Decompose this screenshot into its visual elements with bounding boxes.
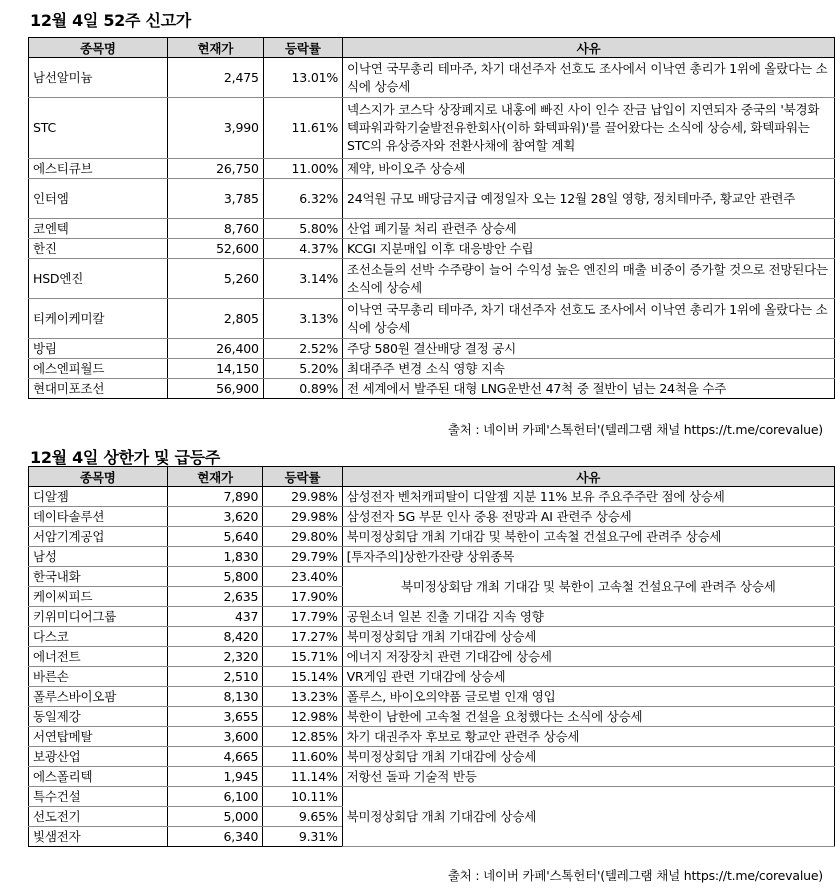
stock-reason: 북미정상회담 개최 기대감에 상승세 — [342, 747, 834, 767]
stock-change: 15.14% — [263, 667, 342, 687]
header-reason: 사유 — [342, 467, 834, 487]
header-price: 현재가 — [168, 38, 264, 58]
table-row — [29, 487, 835, 507]
stock-name: 바른손 — [29, 667, 168, 687]
table-row — [29, 379, 835, 399]
stock-name: 폴루스바이오팜 — [29, 687, 168, 707]
stock-price: 2,805 — [168, 299, 264, 339]
stock-reason: 차기 대권주자 후보로 황교안 관련주 상승세 — [342, 727, 834, 747]
stock-change: 17.90% — [263, 587, 342, 607]
stock-price: 8,130 — [167, 687, 263, 707]
table-row — [29, 607, 835, 627]
stock-reason: 산업 폐기물 처리 관련주 상승세 — [343, 219, 835, 239]
stock-price: 5,000 — [167, 807, 263, 827]
stock-price: 8,760 — [168, 219, 264, 239]
stock-price: 52,600 — [168, 239, 264, 259]
stock-price: 7,890 — [167, 487, 263, 507]
stock-change: 11.61% — [263, 98, 342, 159]
stock-price: 5,260 — [168, 259, 264, 299]
table-row — [29, 787, 835, 807]
stock-name: 에스폴리텍 — [29, 767, 168, 787]
stock-price: 3,600 — [167, 727, 263, 747]
table-row — [29, 667, 835, 687]
stock-name: 서암기계공업 — [29, 527, 168, 547]
table-upper-limit — [28, 466, 835, 847]
table-row — [29, 627, 835, 647]
stock-price: 26,400 — [168, 339, 264, 359]
table-row — [29, 547, 835, 567]
stock-name: 에스엔피월드 — [29, 359, 168, 379]
table-row — [29, 239, 835, 259]
stock-price: 4,665 — [167, 747, 263, 767]
stock-reason: 폴루스, 바이오의약품 글로벌 인재 영입 — [342, 687, 834, 707]
stock-price: 437 — [167, 607, 263, 627]
stock-name: HSD엔진 — [29, 259, 168, 299]
stock-change: 9.65% — [263, 807, 342, 827]
stock-change: 5.80% — [263, 219, 342, 239]
stock-name: 현대미포조선 — [29, 379, 168, 399]
stock-reason: KCGI 지분매입 이후 대응방안 수립 — [343, 239, 835, 259]
stock-change: 29.79% — [263, 547, 342, 567]
stock-reason: 저항선 돌파 기술적 반등 — [342, 767, 834, 787]
header-name: 종목명 — [29, 38, 168, 58]
stock-reason: 삼성전자 5G 부문 인사 중용 전망과 AI 관련주 상승세 — [342, 507, 834, 527]
page-title-52week-high: 12월 4일 52주 신고가 — [30, 11, 191, 30]
stock-reason: VR게임 관련 기대감에 상승세 — [342, 667, 834, 687]
stock-price: 3,655 — [167, 707, 263, 727]
table-row — [29, 507, 835, 527]
stock-price: 3,990 — [168, 98, 264, 159]
stock-change: 13.23% — [263, 687, 342, 707]
stock-price: 3,620 — [167, 507, 263, 527]
stock-price: 2,510 — [167, 667, 263, 687]
table-row — [29, 299, 835, 339]
stock-change: 11.14% — [263, 767, 342, 787]
stock-change: 0.89% — [263, 379, 342, 399]
stock-reason: 이낙연 국무총리 테마주, 차기 대선주자 선호도 조사에서 이낙연 총리가 1위에 올랐다는 소식에 상승세 — [343, 58, 835, 98]
stock-reason: 삼성전자 벤처캐피탈이 디알젬 지분 11% 보유 주요주주란 점에 상승세 — [342, 487, 834, 507]
stock-reason: 전 세계에서 발주된 대형 LNG운반선 47척 중 절반이 넘는 24척을 수주 — [343, 379, 835, 399]
stock-name: 데이타솔루션 — [29, 507, 168, 527]
stock-change: 29.80% — [263, 527, 342, 547]
stock-reason: 넥스지가 코스닥 상장폐지로 내홍에 빠진 사이 인수 잔금 납입이 지연되자 중국의 '북경화텍파워과학기술발전유한회사(이하 화텍파워)'를 끌어왔다는 소식에 상승세, 화텍파워는 STC의 유상증자와 전환사채에 참여할 계획 — [343, 98, 835, 159]
header-change: 등락률 — [263, 38, 342, 58]
table-row — [29, 259, 835, 299]
stock-price: 14,150 — [168, 359, 264, 379]
stock-price: 1,945 — [167, 767, 263, 787]
stock-price: 3,785 — [168, 179, 264, 219]
stock-change: 13.01% — [263, 58, 342, 98]
stock-price: 56,900 — [168, 379, 264, 399]
table-header-row — [29, 467, 835, 487]
page-title-upper-limit: 12월 4일 상한가 및 급등주 — [30, 448, 220, 467]
stock-price: 6,340 — [167, 827, 263, 847]
table-row — [29, 339, 835, 359]
table-row — [29, 687, 835, 707]
merged-reason: 북미정상회담 개최 기대감에 상승세 — [342, 787, 834, 847]
stock-change: 5.20% — [263, 359, 342, 379]
stock-price: 1,830 — [167, 547, 263, 567]
table-row — [29, 647, 835, 667]
stock-name: 한국내화 — [29, 567, 168, 587]
stock-price: 2,320 — [167, 647, 263, 667]
stock-change: 17.27% — [263, 627, 342, 647]
stock-change: 29.98% — [263, 487, 342, 507]
stock-name: 특수건설 — [29, 787, 168, 807]
source-note: 출처 : 네이버 카페'스톡헌터'(텔레그램 채널 https://t.me/corevalue) — [447, 422, 823, 437]
stock-price: 2,475 — [168, 58, 264, 98]
stock-name: 케이씨피드 — [29, 587, 168, 607]
stock-name: 남성 — [29, 547, 168, 567]
stock-name: 다스코 — [29, 627, 168, 647]
stock-reason: 에너지 저장장치 관련 기대감에 상승세 — [342, 647, 834, 667]
stock-reason: 북미정상회담 개최 기대감에 상승세 — [342, 627, 834, 647]
stock-change: 15.71% — [263, 647, 342, 667]
stock-change: 4.37% — [263, 239, 342, 259]
stock-change: 10.11% — [263, 787, 342, 807]
stock-reason: [투자주의]상한가잔량 상위종목 — [342, 547, 834, 567]
stock-name: 빛샘전자 — [29, 827, 168, 847]
header-price: 현재가 — [167, 467, 263, 487]
stock-change: 11.00% — [263, 159, 342, 179]
stock-price: 5,800 — [167, 567, 263, 587]
table-header-row — [29, 38, 835, 58]
stock-reason: 주당 580원 결산배당 결정 공시 — [343, 339, 835, 359]
table-row — [29, 767, 835, 787]
stock-change: 29.98% — [263, 507, 342, 527]
stock-name: 남선알미늄 — [29, 58, 168, 98]
stock-change: 6.32% — [263, 179, 342, 219]
stock-reason: 제약, 바이오주 상승세 — [343, 159, 835, 179]
stock-name: 한진 — [29, 239, 168, 259]
stock-reason: 이낙연 국무총리 테마주, 차기 대선주자 선호도 조사에서 이낙연 총리가 1위에 올랐다는 소식에 상승세 — [343, 299, 835, 339]
stock-price: 8,420 — [167, 627, 263, 647]
table-row — [29, 159, 835, 179]
stock-name: 코엔텍 — [29, 219, 168, 239]
stock-reason: 조선소들의 선박 수주량이 늘어 수익성 높은 엔진의 매출 비중이 증가할 것으로 전망된다는 소식에 상승세 — [343, 259, 835, 299]
table-row — [29, 707, 835, 727]
stock-change: 3.13% — [263, 299, 342, 339]
stock-reason: 최대주주 변경 소식 영향 지속 — [343, 359, 835, 379]
stock-price: 2,635 — [167, 587, 263, 607]
stock-reason: 24억원 규모 배당금지급 예정일자 오는 12월 28일 영향, 정치테마주, 황교안 관련주 — [343, 179, 835, 219]
header-reason: 사유 — [343, 38, 835, 58]
stock-change: 11.60% — [263, 747, 342, 767]
stock-change: 2.52% — [263, 339, 342, 359]
stock-change: 23.40% — [263, 567, 342, 587]
table-row — [29, 179, 835, 219]
table-52week-high — [28, 37, 835, 399]
stock-change: 3.14% — [263, 259, 342, 299]
stock-name: 인터엠 — [29, 179, 168, 219]
source-note: 출처 : 네이버 카페'스톡헌터'(텔레그램 채널 https://t.me/corevalue) — [447, 868, 823, 883]
header-name: 종목명 — [29, 467, 168, 487]
stock-change: 12.98% — [263, 707, 342, 727]
stock-name: 서연탑메탈 — [29, 727, 168, 747]
stock-name: STC — [29, 98, 168, 159]
stock-name: 보광산업 — [29, 747, 168, 767]
stock-reason: 북한이 남한에 고속철 건설을 요청했다는 소식에 상승세 — [342, 707, 834, 727]
table-row — [29, 747, 835, 767]
stock-name: 방림 — [29, 339, 168, 359]
stock-change: 12.85% — [263, 727, 342, 747]
table-row — [29, 567, 835, 587]
stock-change: 9.31% — [263, 827, 342, 847]
stock-name: 에스티큐브 — [29, 159, 168, 179]
table-row — [29, 219, 835, 239]
header-change: 등락률 — [263, 467, 342, 487]
table-row — [29, 98, 835, 159]
stock-name: 디알젬 — [29, 487, 168, 507]
stock-name: 키위미디어그룹 — [29, 607, 168, 627]
table-row — [29, 58, 835, 98]
stock-name: 선도전기 — [29, 807, 168, 827]
stock-change: 17.79% — [263, 607, 342, 627]
merged-reason: 북미정상회담 개최 기대감 및 북한이 고속철 건설요구에 관려주 상승세 — [342, 567, 834, 607]
table-row — [29, 727, 835, 747]
stock-reason: 공원소녀 일본 진출 기대감 지속 영향 — [342, 607, 834, 627]
stock-name: 티케이케미칼 — [29, 299, 168, 339]
stock-reason: 북미정상회담 개최 기대감 및 북한이 고속철 건설요구에 관려주 상승세 — [342, 527, 834, 547]
stock-name: 에너전트 — [29, 647, 168, 667]
table-row — [29, 527, 835, 547]
stock-price: 5,640 — [167, 527, 263, 547]
stock-price: 26,750 — [168, 159, 264, 179]
stock-price: 6,100 — [167, 787, 263, 807]
table-row — [29, 359, 835, 379]
stock-name: 동일제강 — [29, 707, 168, 727]
